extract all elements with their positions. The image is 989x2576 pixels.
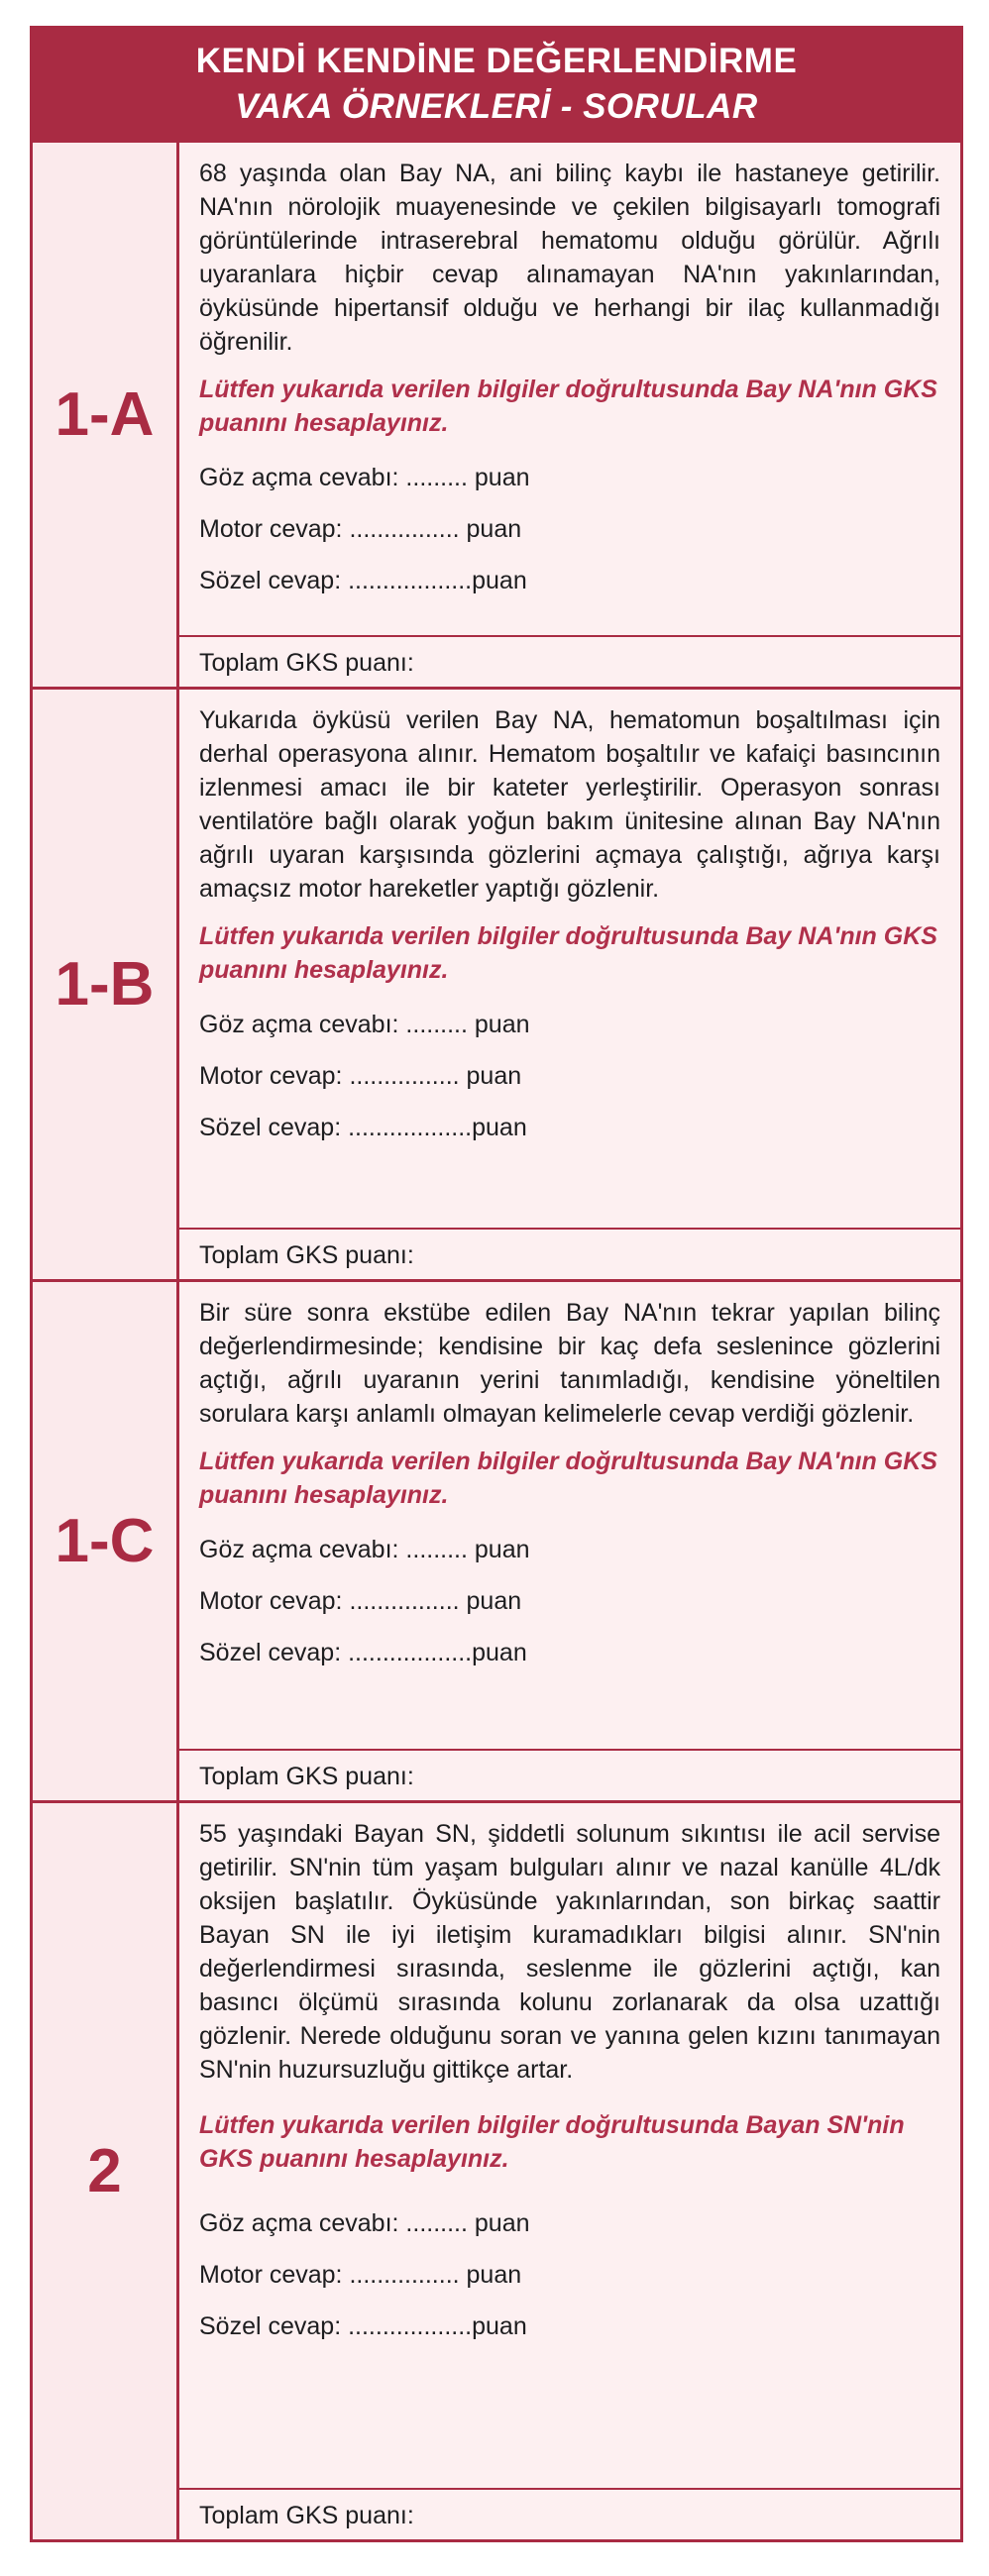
eye-opening-field[interactable]: Göz açma cevabı: ......... puan [199,1536,530,1563]
case-row-1b [33,687,960,1279]
case-content [179,1803,960,2539]
total-gcs-field[interactable]: Toplam GKS puanı: [179,1228,960,1279]
eye-opening-field[interactable]: Göz açma cevabı: ......... puan [199,464,530,491]
verbal-response-field[interactable]: Sözel cevap: ..................puan [199,2312,527,2340]
case-story: 68 yaşında olan Bay NA, ani bilinç kaybı ile hastaneye getirilir. NA'nın nörolojik muayenesinde ve çekilen bilgisayarlı tomografi görüntülerinde intraserebral hematomu olduğu görülür. Ağrılı uyaranlara hiçbir cevap alınamayan NA'nın yakınlarından, öyküsünde hipertansif olduğu ve herhangi bir ilaç kullanmadığı öğrenilir. [199,160,940,356]
score-fields [179,440,960,606]
case-row-2 [33,1800,960,2539]
case-story: 55 yaşındaki Bayan SN, şiddetli solunum sıkıntısı ile acil servise getirilir. SN'nin tüm yaşam bulguları alınır ve nazal kanülle 4L/dk oksijen başlatılır. Öyküsünde yakınlarından, son birkaç saattir Bayan SN ile iyi iletişim kuramadıkları bilgisi alınır. SN'nin değerlendirmesi sırasında, seslenme ile gözlerini açtığı, kan basıncı ölçümü sırasında kolunu zorlanarak da olsa uzattığı gözlenir. Nerede olduğunu soran ve yanına gelen kızını tanımayan SN'nin huzursuzluğu gittikçe artar. [199,1820,940,2084]
motor-response-field[interactable]: Motor cevap: ................ puan [199,1587,522,1615]
total-gcs-field[interactable]: Toplam GKS puanı: [179,2488,960,2539]
verbal-response-field[interactable]: Sözel cevap: ..................puan [199,567,527,594]
page-subtitle: VAKA ÖRNEKLERİ - SORULAR [235,87,758,126]
case-question: Lütfen yukarıda verilen bilgiler doğrultusunda Bay NA'nın GKS puanını hesaplayınız. [199,376,937,437]
case-row-1c [33,1279,960,1800]
case-question: Lütfen yukarıda verilen bilgiler doğrultusunda Bay NA'nın GKS puanını hesaplayınız. [199,922,937,984]
score-fields [179,2176,960,2352]
total-gcs-field[interactable]: Toplam GKS puanı: [179,635,960,687]
score-fields [179,987,960,1153]
case-question: Lütfen yukarıda verilen bilgiler doğrultusunda Bayan SN'nin GKS puanını hesaplayınız. [199,2111,905,2173]
case-id: 2 [33,1803,179,2539]
motor-response-field[interactable]: Motor cevap: ................ puan [199,515,522,543]
verbal-response-field[interactable]: Sözel cevap: ..................puan [199,1114,527,1141]
eye-opening-field[interactable]: Göz açma cevabı: ......... puan [199,1011,530,1038]
case-row-1a [33,140,960,687]
case-story: Yukarıda öyküsü verilen Bay NA, hematomun boşaltılması için derhal operasyona alınır. Hematom boşaltılır ve kafaiçi basıncının izlenmesi amacı ile bir kateter yerleştirilir. Operasyon sonrası ventilatöre bağlı olarak yoğun bakım ünitesine alınan Bay NA'nın ağrılı uyaran karşısında gözlerini açmaya çalıştığı, ağrıya karşı amaçsız motor hareketler yaptığı gözlenir. [199,706,940,903]
total-gcs-field[interactable]: Toplam GKS puanı: [179,1749,960,1800]
worksheet [30,26,963,2542]
case-id: 1-A [33,143,179,687]
case-id: 1-B [33,690,179,1279]
case-content [179,143,960,687]
verbal-response-field[interactable]: Sözel cevap: ..................puan [199,1639,527,1666]
header-banner [33,29,960,140]
case-content [179,690,960,1279]
case-question: Lütfen yukarıda verilen bilgiler doğrultusunda Bay NA'nın GKS puanını hesaplayınız. [199,1448,937,1509]
case-id: 1-C [33,1282,179,1800]
motor-response-field[interactable]: Motor cevap: ................ puan [199,2261,522,2289]
score-fields [179,1512,960,1678]
page-title: KENDİ KENDİNE DEĞERLENDİRME [195,42,798,80]
case-content [179,1282,960,1800]
case-story: Bir süre sonra ekstübe edilen Bay NA'nın tekrar yapılan bilinç değerlendirmesinde; kendisine bir kaç defa seslenince gözlerini açtığı, ağrılı uyaranın yerini tanımladığı, kendisine yöneltilen sorulara karşı anlamlı olmayan kelimelerle cevap verdiği gözlenir. [199,1299,940,1428]
motor-response-field[interactable]: Motor cevap: ................ puan [199,1062,522,1090]
eye-opening-field[interactable]: Göz açma cevabı: ......... puan [199,2209,530,2237]
